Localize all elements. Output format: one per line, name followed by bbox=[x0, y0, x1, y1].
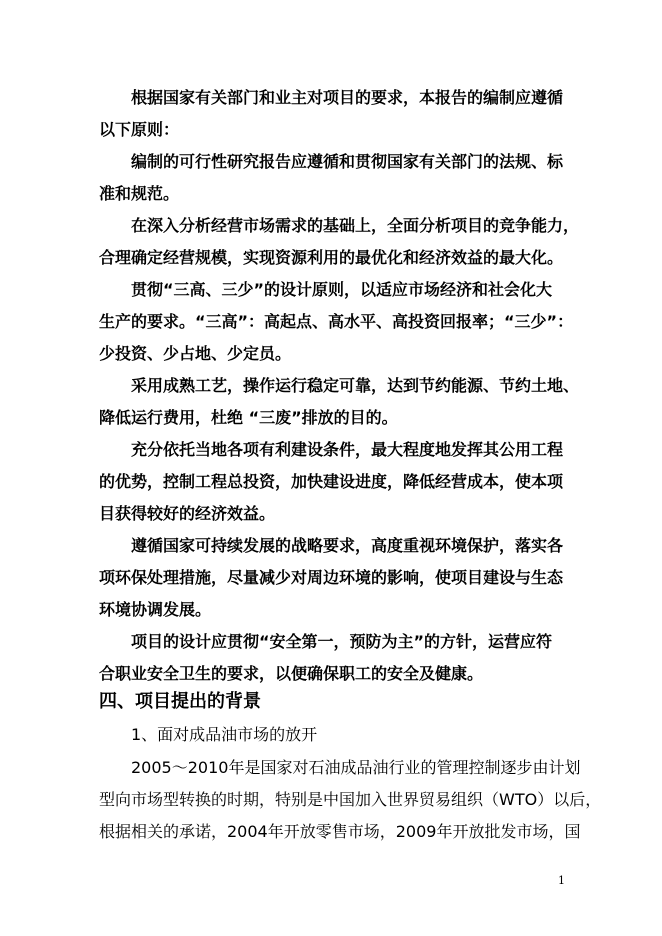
paragraph-line: 合理确定经营规模，实现资源利用的最优化和经济效益的最大化。 bbox=[99, 248, 564, 267]
subsection-heading: 1、面对成品油市场的放开 bbox=[131, 725, 318, 744]
paragraph-line: 的优势，控制工程总投资，加快建设进度，降低经营成本，使本项 bbox=[99, 472, 564, 491]
page-number: 1 bbox=[558, 874, 565, 887]
paragraph-line: 生产的要求。“三高”：高起点、高水平、高投资回报率；“三少”： bbox=[99, 312, 574, 331]
paragraph-line: 项环保处理措施，尽量减少对周边环境的影响，使项目建设与生态 bbox=[99, 568, 564, 587]
paragraph-line: 编制的可行性研究报告应遵循和贯彻国家有关部门的法规、标 bbox=[131, 152, 564, 171]
paragraph-line: 项目的设计应贯彻“安全第一，预防为主”的方针，运营应符 bbox=[131, 632, 553, 651]
paragraph-line: 目获得较好的经济效益。 bbox=[99, 504, 276, 523]
paragraph-line: 采用成熟工艺，操作运行稳定可靠，达到节约能源、节约土地、 bbox=[131, 376, 580, 395]
paragraph-line: 充分依托当地各项有利建设条件，最大程度地发挥其公用工程 bbox=[131, 440, 564, 459]
body-line: 根据相关的承诺，2004年开放零售市场，2009年开放批发市场，国 bbox=[99, 822, 581, 841]
paragraph-line: 准和规范。 bbox=[99, 184, 180, 203]
paragraph-line: 以下原则： bbox=[99, 120, 180, 139]
paragraph-line: 在深入分析经营市场需求的基础上，全面分析项目的竞争能力， bbox=[131, 216, 580, 235]
paragraph-line: 根据国家有关部门和业主对项目的要求，本报告的编制应遵循 bbox=[131, 88, 564, 107]
body-line: 型向市场型转换的时期，特别是中国加入世界贸易组织（WTO）以后， bbox=[99, 790, 602, 809]
paragraph-line: 环境协调发展。 bbox=[99, 600, 212, 619]
paragraph-line: 贯彻“三高、三少”的设计原则，以适应市场经济和社会化大 bbox=[131, 280, 553, 299]
section-heading: 四、项目提出的背景 bbox=[99, 691, 261, 712]
paragraph-line: 遵循国家可持续发展的战略要求，高度重视环境保护，落实各 bbox=[131, 536, 564, 555]
paragraph-line: 合职业安全卫生的要求，以便确保职工的安全及健康。 bbox=[99, 664, 484, 683]
paragraph-line: 降低运行费用，杜绝 “三废”排放的目的。 bbox=[99, 408, 398, 427]
paragraph-line: 少投资、少占地、少定员。 bbox=[99, 344, 292, 363]
body-line: 2005～2010年是国家对石油成品油行业的管理控制逐步由计划 bbox=[131, 758, 581, 777]
